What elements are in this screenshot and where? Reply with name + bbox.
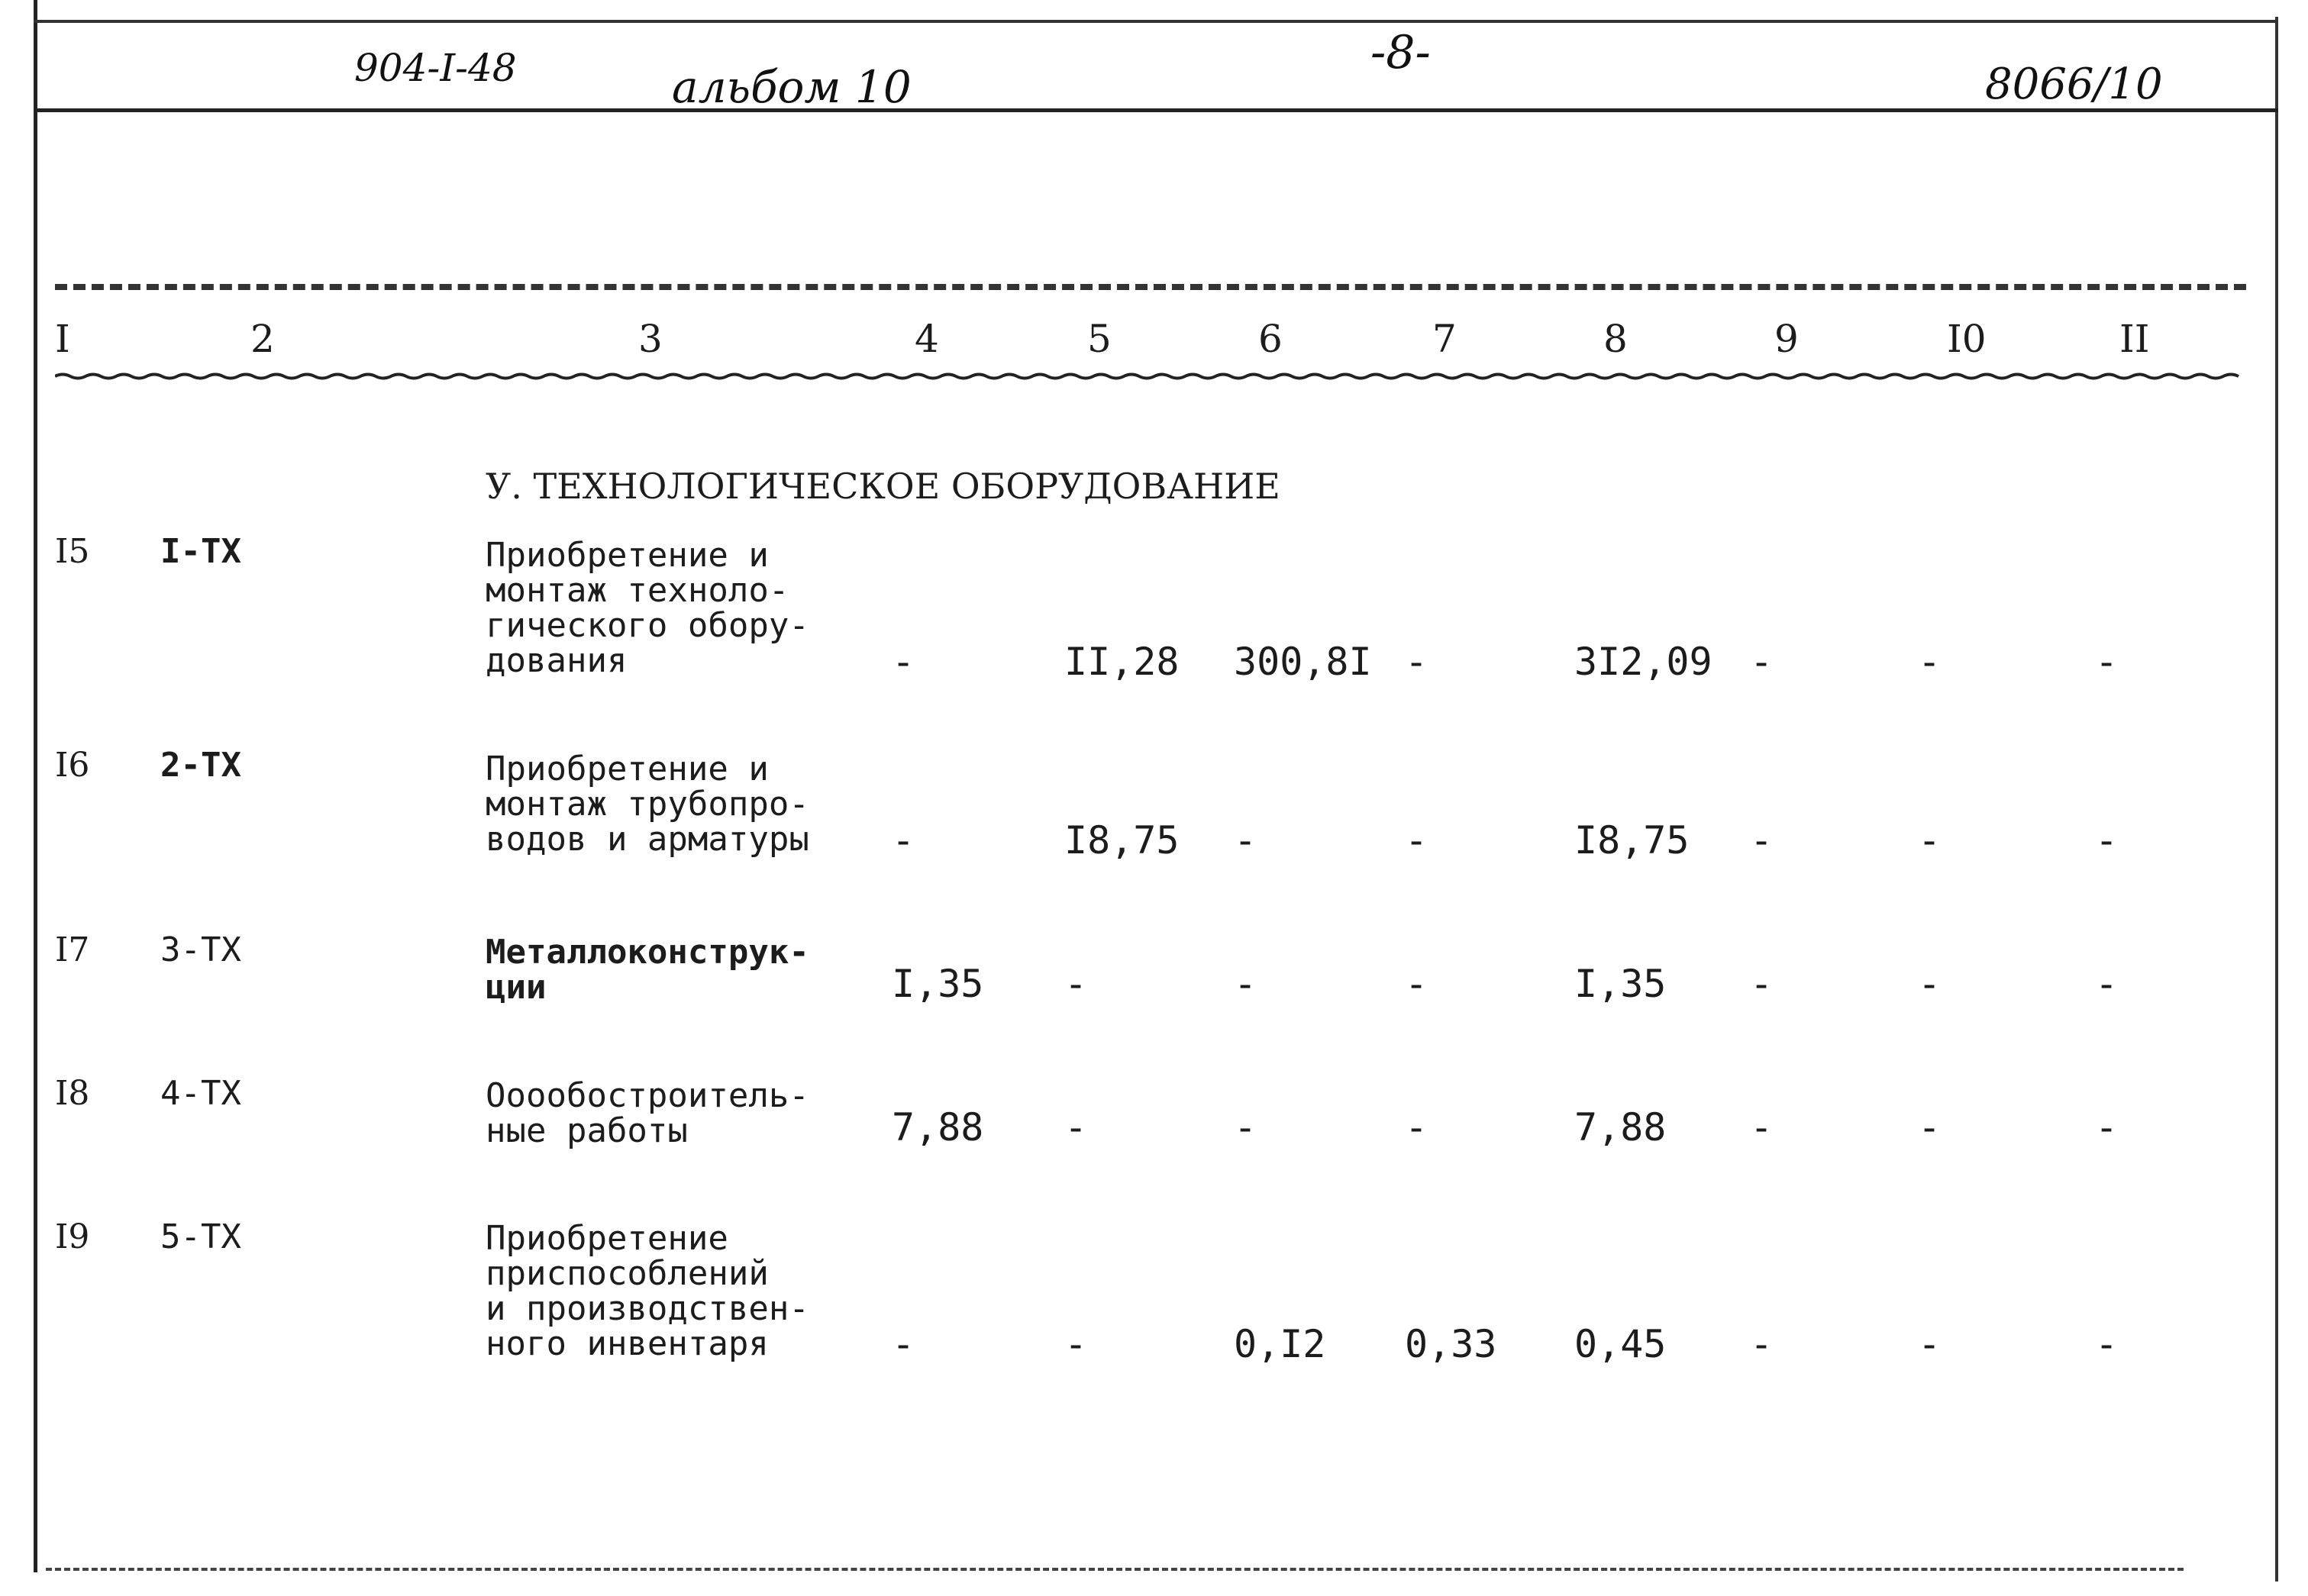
- row-code: 4-TX: [160, 1074, 241, 1113]
- col-header-7: 7: [1432, 317, 1457, 361]
- page-number: -8-: [1370, 26, 1431, 79]
- row-col10: -: [1918, 962, 1942, 1006]
- row-name: Металлоконструк- ции: [486, 933, 809, 1007]
- row-col10: -: [1918, 1322, 1942, 1366]
- row-col4: -: [892, 640, 915, 684]
- col-header-3: 3: [638, 317, 663, 361]
- row-name: Приобретение и монтаж трубопро- водов и арматуры: [486, 750, 809, 859]
- row-col7: -: [1405, 640, 1428, 684]
- row-col6: -: [1234, 962, 1257, 1006]
- row-number: I7: [55, 930, 90, 969]
- row-number: I9: [55, 1217, 90, 1256]
- row-col7: -: [1405, 818, 1428, 862]
- col-header-1: I: [55, 317, 70, 361]
- row-col9: -: [1750, 1105, 1774, 1149]
- row-col5: II,28: [1064, 640, 1180, 684]
- row-col4: 7,88: [892, 1105, 984, 1149]
- row-col4: I,35: [892, 962, 984, 1006]
- table-header-wavy-rule: [55, 372, 2246, 380]
- row-code: I-TX: [160, 532, 241, 571]
- row-col5: I8,75: [1064, 818, 1180, 862]
- col-header-2: 2: [250, 317, 275, 361]
- row-col8: I,35: [1574, 962, 1667, 1006]
- row-code: 2-TX: [160, 746, 241, 785]
- row-col10: -: [1918, 818, 1942, 862]
- row-col9: -: [1750, 640, 1774, 684]
- doc-code: 8066/10: [1985, 60, 2163, 109]
- row-code: 5-TX: [160, 1217, 241, 1256]
- row-col8: I8,75: [1574, 818, 1690, 862]
- col-header-9: 9: [1774, 317, 1799, 361]
- row-name: Приобретение приспособлений и производствен- ного инвентаря: [486, 1219, 809, 1363]
- page-border-right: [2275, 17, 2278, 1581]
- row-col8: 7,88: [1574, 1105, 1667, 1149]
- table-top-dashed-rule: [55, 284, 2246, 299]
- page-border-left: [34, 0, 37, 1572]
- row-col6: -: [1234, 818, 1257, 862]
- col-header-5: 5: [1087, 317, 1112, 361]
- page-border-bottom: [46, 1568, 2184, 1571]
- section-title: У. ТЕХНОЛОГИЧЕСКОЕ ОБОРУДОВАНИЕ: [486, 466, 1280, 507]
- row-col8: 0,45: [1574, 1322, 1667, 1366]
- row-col11: -: [2095, 1105, 2119, 1149]
- row-col11: -: [2095, 818, 2119, 862]
- col-header-6: 6: [1258, 317, 1283, 361]
- album-label: альбом 10: [672, 61, 912, 113]
- row-number: I8: [55, 1074, 90, 1113]
- col-header-10: I0: [1947, 317, 1987, 361]
- row-col9: -: [1750, 962, 1774, 1006]
- row-number: I5: [55, 532, 90, 571]
- row-col7: -: [1405, 1105, 1428, 1149]
- row-col5: -: [1064, 962, 1088, 1006]
- row-name: Приобретение и монтаж техноло- гического обору- дования: [486, 536, 809, 680]
- row-col6: 0,I2: [1234, 1322, 1326, 1366]
- row-col10: -: [1918, 1105, 1942, 1149]
- col-header-4: 4: [915, 317, 939, 361]
- col-header-8: 8: [1603, 317, 1628, 361]
- row-col6: 300,8I: [1234, 640, 1372, 684]
- row-code: 3-TX: [160, 930, 241, 969]
- row-col4: -: [892, 818, 915, 862]
- row-col7: 0,33: [1405, 1322, 1497, 1366]
- row-col11: -: [2095, 640, 2119, 684]
- row-col5: -: [1064, 1322, 1088, 1366]
- row-col9: -: [1750, 818, 1774, 862]
- row-col11: -: [2095, 962, 2119, 1006]
- row-col9: -: [1750, 1322, 1774, 1366]
- row-col5: -: [1064, 1105, 1088, 1149]
- header-top-rule: [34, 20, 2278, 23]
- header-bottom-rule: [34, 108, 2278, 112]
- row-col7: -: [1405, 962, 1428, 1006]
- row-name: Ооообостроитель- ные работы: [486, 1076, 809, 1150]
- doc-number: 904-I-48: [354, 46, 517, 90]
- row-number: I6: [55, 746, 90, 785]
- row-col8: 3I2,09: [1574, 640, 1712, 684]
- row-col10: -: [1918, 640, 1942, 684]
- col-header-11: II: [2119, 317, 2150, 361]
- row-col11: -: [2095, 1322, 2119, 1366]
- row-col4: -: [892, 1322, 915, 1366]
- row-col6: -: [1234, 1105, 1257, 1149]
